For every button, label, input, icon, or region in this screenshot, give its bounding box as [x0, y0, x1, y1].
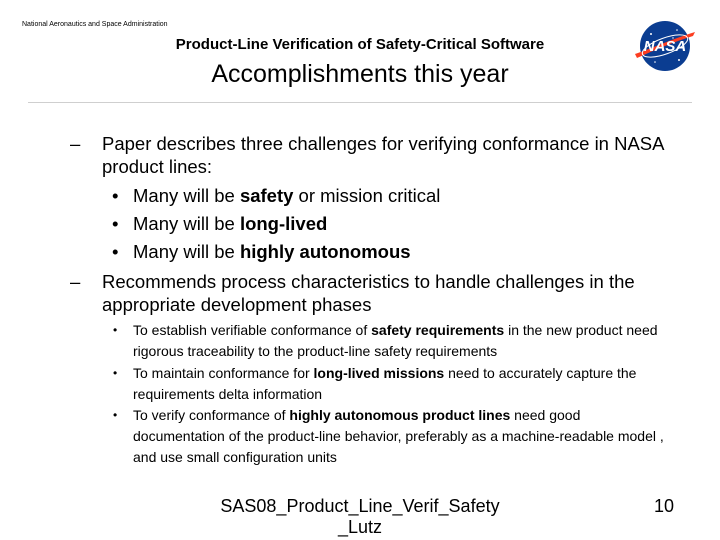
slide-title: Accomplishments this year [211, 60, 509, 88]
emphasis: highly autonomous [239, 241, 411, 262]
footer-filename [205, 496, 515, 538]
item-text: To verify conformance of highly autonomous product lines need good documentation of the product-line behavior, preferably as a machine-readable model , and use small configuration units [133, 407, 664, 465]
nasa-logo [633, 18, 697, 74]
emphasis: safety [239, 185, 294, 206]
logo-text: NASA [643, 38, 687, 55]
title-divider [28, 102, 692, 103]
page-number: 10 [654, 496, 675, 516]
item-text: Paper describes three challenges for verifying conformance in NASA product lines: [102, 133, 664, 177]
item-text: Recommends process characteristics to handle challenges in the appropriate development phases [102, 271, 635, 315]
agency-name: National Aeronautics and Space Administration [22, 21, 168, 28]
emphasis: long-lived missions [313, 365, 445, 381]
emphasis: safety requirements [371, 322, 505, 338]
bullet: • [112, 185, 119, 206]
footer-line-1: SAS08_Product_Line_Verif_Safety [220, 496, 500, 516]
item-text: Many will be highly autonomous [133, 241, 411, 262]
dash-bullet: – [70, 271, 81, 292]
bullet: • [113, 366, 118, 380]
presentation-subtitle: Product-Line Verification of Safety-Critical Software [175, 36, 545, 53]
bullet: • [112, 241, 119, 262]
item-text: To establish verifiable conformance of safety requirements in the new product need rigorous traceability to the product-line safety requirements [133, 322, 658, 359]
emphasis: highly autonomous product lines [289, 407, 511, 423]
item-text: Many will be long-lived [133, 213, 328, 234]
item-text: To maintain conformance for long-lived missions need to accurately capture the requirements delta information [133, 365, 637, 402]
footer-line-2: _Lutz [337, 517, 383, 537]
bullet: • [113, 323, 118, 337]
dash-bullet: – [70, 133, 81, 154]
emphasis: long-lived [239, 213, 328, 234]
bullet: • [113, 408, 118, 422]
bullet: • [112, 213, 119, 234]
item-text: Many will be safety or mission critical [133, 185, 441, 206]
